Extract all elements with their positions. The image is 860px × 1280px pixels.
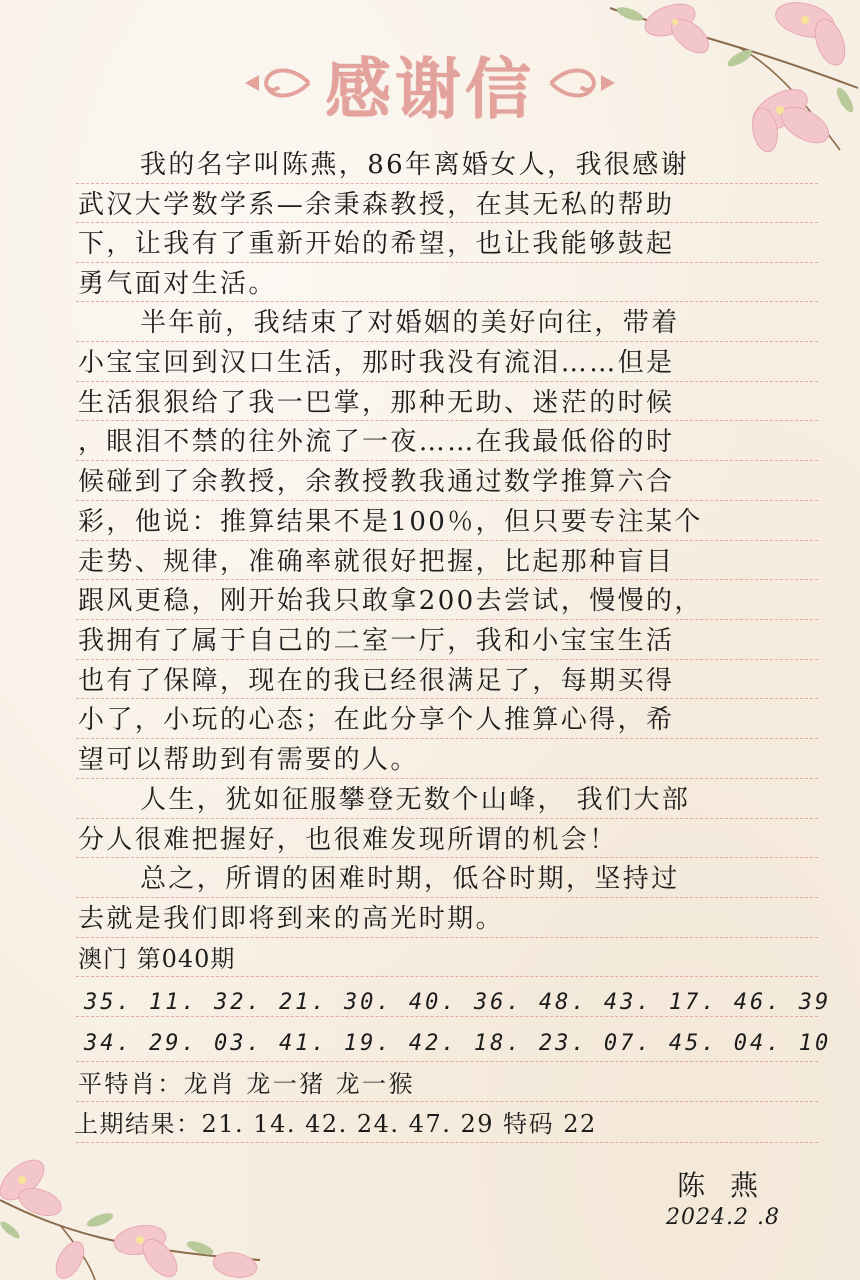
ruled-line <box>76 1142 818 1143</box>
ruled-line <box>76 579 818 580</box>
letter-line: 望可以帮助到有需要的人。 <box>78 745 419 775</box>
letter-line: 走势、规律，准确率就很好把握，比起那种盲目 <box>78 547 675 577</box>
letter-line: 也有了保障，现在的我已经很满足了，每期买得 <box>78 666 675 696</box>
ruled-line <box>76 778 818 779</box>
letter-line: 总之，所谓的困难时期，低谷时期，坚持过 <box>140 864 680 894</box>
letter-line: 分人很难把握好，也很难发现所谓的机会！ <box>78 825 618 855</box>
issue-label: 澳门 第040期 <box>78 945 236 973</box>
letter-line: 我的名字叫陈燕，86年离婚女人，我很感谢 <box>140 150 690 180</box>
ruled-line <box>76 540 818 541</box>
ruled-line <box>76 183 818 184</box>
last-result-line: 上期结果：21. 14. 42. 24. 47. 29 特码 22 <box>74 1110 597 1138</box>
ruled-line <box>76 897 818 898</box>
letter-line: 下，让我有了重新开始的希望，也让我能够鼓起 <box>78 229 675 259</box>
letter-line: 半年前，我结束了对婚姻的美好向往，带着 <box>140 308 680 338</box>
ruled-line <box>76 619 818 620</box>
title-row <box>0 38 860 128</box>
letter-date: 2024.2 .8 <box>666 1205 780 1230</box>
letter-line: 彩，他说：推算结果不是100％，但只要专注某个 <box>78 507 703 537</box>
flourish-left-icon <box>243 63 311 103</box>
zodiac-line: 平特肖：龙肖 龙一猪 龙一猴 <box>78 1070 415 1098</box>
letter-line: 去就是我们即将到来的高光时期。 <box>78 904 505 934</box>
ruled-line <box>76 222 818 223</box>
ruled-line <box>76 262 818 263</box>
ruled-line <box>76 698 818 699</box>
numbers-line-1: 35. 11. 32. 21. 30. 40. 36. 48. 43. 17. 46. 39 <box>84 990 832 1015</box>
letter-line: 跟风更稳，刚开始我只敢拿200去尝试，慢慢的， <box>78 586 703 616</box>
numbers-line-2: 34. 29. 03. 41. 19. 42. 18. 23. 07. 45. 04. 10 <box>84 1031 832 1056</box>
ruled-line <box>76 1061 818 1062</box>
letter-title: 感谢信 <box>325 50 535 128</box>
ruled-line <box>76 937 818 938</box>
ruled-line <box>76 1101 818 1102</box>
signature: 陈 燕 <box>677 1169 766 1202</box>
ruled-line <box>76 500 818 501</box>
letter-line: 武汉大学数学系—余秉森教授，在其无私的帮助 <box>78 190 675 220</box>
ruled-line <box>76 420 818 421</box>
ruled-line <box>76 857 818 858</box>
ruled-line <box>76 301 818 302</box>
ruled-line <box>76 341 818 342</box>
ruled-line <box>76 818 818 819</box>
ruled-line <box>76 460 818 461</box>
letter-line: 勇气面对生活。 <box>78 269 277 299</box>
ruled-line <box>76 738 818 739</box>
flourish-right-icon <box>549 63 617 103</box>
ruled-line <box>76 976 818 977</box>
letter-line: 人生，犹如征服攀登无数个山峰， 我们大部 <box>140 785 691 815</box>
letter-line: 小了，小玩的心态；在此分享个人推算心得，希 <box>78 705 675 735</box>
blossom-branch-bottom-left-icon <box>0 1140 270 1280</box>
letter-line: 生活狠狠给了我一巴掌，那种无助、迷茫的时候 <box>78 388 675 418</box>
ruled-line <box>76 659 818 660</box>
letter-line: 候碰到了余教授，余教授教我通过数学推算六合 <box>78 467 675 497</box>
letter-line: ，眼泪不禁的往外流了一夜……在我最低俗的时 <box>78 427 675 457</box>
letter-line: 我拥有了属于自己的二室一厅，我和小宝宝生活 <box>78 626 675 656</box>
ruled-line <box>76 381 818 382</box>
letter-line: 小宝宝回到汉口生活，那时我没有流泪……但是 <box>78 348 675 378</box>
